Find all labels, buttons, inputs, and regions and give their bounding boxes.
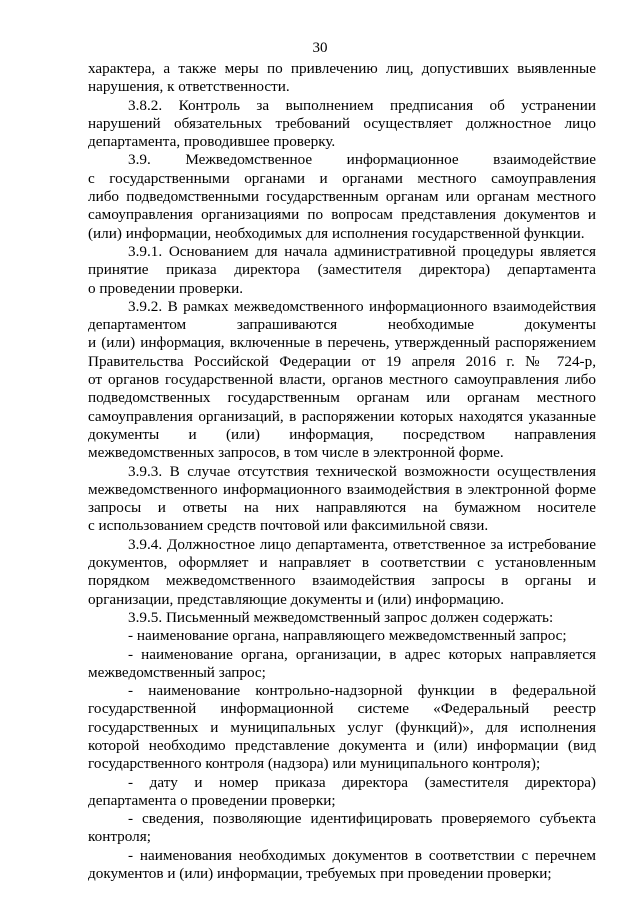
paragraph	[88, 646, 596, 683]
text-line: и (или) информация, включенные в перечень, утвержденный распоряжением	[88, 334, 596, 352]
text-line: государственных и муниципальных услуг (функций)», для исполнения	[88, 718, 596, 736]
paragraph	[88, 810, 596, 847]
text-line: - дату и номер приказа директора (заместителя директора)	[128, 773, 596, 791]
text-line: подведомственных государственным органам или органам местного	[88, 389, 596, 407]
text-line: характера, а также меры по привлечению лиц, допустивших выявленные	[88, 60, 596, 77]
text-line: либо подведомственными государственным органам или органам местного	[88, 188, 596, 206]
text-line: контроля;	[88, 828, 151, 846]
paragraph	[88, 151, 596, 242]
text-line: - наименование органа, организации, в адрес которых направляется	[128, 645, 596, 663]
text-line: 3.9.1. Основанием для начала административной процедуры является	[128, 242, 596, 260]
text-line: порядком межведомственного взаимодействия запросы в органы и	[88, 572, 596, 590]
text-line: 3.9.3. В случае отсутствия технической возможности осуществления	[128, 462, 596, 480]
paragraph	[88, 97, 596, 152]
paragraph	[88, 298, 596, 463]
text-line: 3.9. Межведомственное информационное взаимодействие	[128, 151, 596, 169]
text-line: государственной информационной системе «Федеральный реестр	[88, 700, 596, 718]
text-line: департамента о проведении проверки;	[88, 791, 336, 809]
paragraph	[88, 774, 596, 811]
text-line: межведомственный запрос;	[88, 663, 266, 681]
text-line: которой необходимо представление документа и (или) информации (вид	[88, 736, 596, 754]
text-line: самоуправления организациями по вопросам представления документов и	[88, 206, 596, 224]
page-number: 30	[312, 40, 328, 56]
paragraph	[88, 463, 596, 536]
paragraph	[88, 536, 596, 609]
text-line: запросы и ответы на них направляются на бумажном носителе	[88, 499, 596, 517]
text-line: департамента, проводившее проверку.	[88, 133, 336, 151]
text-line: принятие приказа директора (заместителя директора) департамента	[88, 261, 596, 279]
text-line: межведомственного информационного взаимодействия в электронной форме	[88, 480, 596, 498]
text-line: - наименование органа, направляющего межведомственный запрос;	[128, 627, 567, 645]
paragraph	[88, 60, 596, 97]
text-line: с государственными органами и органами местного самоуправления	[88, 169, 596, 187]
text-line: - сведения, позволяющие идентифицировать проверяемого субъекта	[128, 810, 596, 828]
text-line: межведомственных запросов, в том числе в электронной форме.	[88, 444, 504, 462]
text-line: государственного контроля (надзора) или муниципального контроля);	[88, 755, 541, 773]
text-line: - наименования необходимых документов в соответствии с перечнем	[128, 846, 596, 864]
text-line: о проведении проверки.	[88, 279, 244, 297]
paragraph	[88, 609, 596, 627]
paragraph	[88, 243, 596, 298]
text-line: (или) информации, необходимых для исполнения государственной функции.	[88, 224, 585, 242]
text-line: 3.8.2. Контроль за выполнением предписания об устранении	[128, 96, 596, 114]
text-line: документов и (или) информации, требуемых при проведении проверки;	[88, 865, 552, 883]
text-line: организации, представляющие документы и (или) информацию.	[88, 590, 505, 608]
text-line: документы и (или) информация, посредством направления	[88, 425, 596, 443]
paragraph	[88, 627, 596, 645]
text-line: 3.9.4. Должностное лицо департамента, ответственное за истребование	[128, 535, 596, 553]
text-line: Правительства Российской Федерации от 19 апреля 2016 г. № 724-р,	[88, 352, 596, 370]
paragraph	[88, 682, 596, 773]
text-line: самоуправления организаций, в распоряжении которых находятся указанные	[88, 407, 596, 425]
text-line: нарушения, к ответственности.	[88, 78, 290, 96]
text-line: 3.9.2. В рамках межведомственного информационного взаимодействия	[128, 297, 596, 315]
text-line: нарушений обязательных требований осуществляет должностное лицо	[88, 114, 596, 132]
text-line: от органов государственной власти, органов местного самоуправления либо	[88, 371, 596, 389]
paragraph	[88, 847, 596, 884]
text-line: документов, оформляет и направляет в соответствии с установленным	[88, 554, 596, 572]
text-line: с использованием средств почтовой или факсимильной связи.	[88, 517, 489, 535]
document-body	[88, 60, 596, 883]
text-line: 3.9.5. Письменный межведомственный запрос должен содержать:	[128, 608, 554, 626]
text-line: департаментом запрашиваются необходимые документы	[88, 316, 596, 334]
text-line: - наименование контрольно-надзорной функции в федеральной	[128, 682, 596, 700]
